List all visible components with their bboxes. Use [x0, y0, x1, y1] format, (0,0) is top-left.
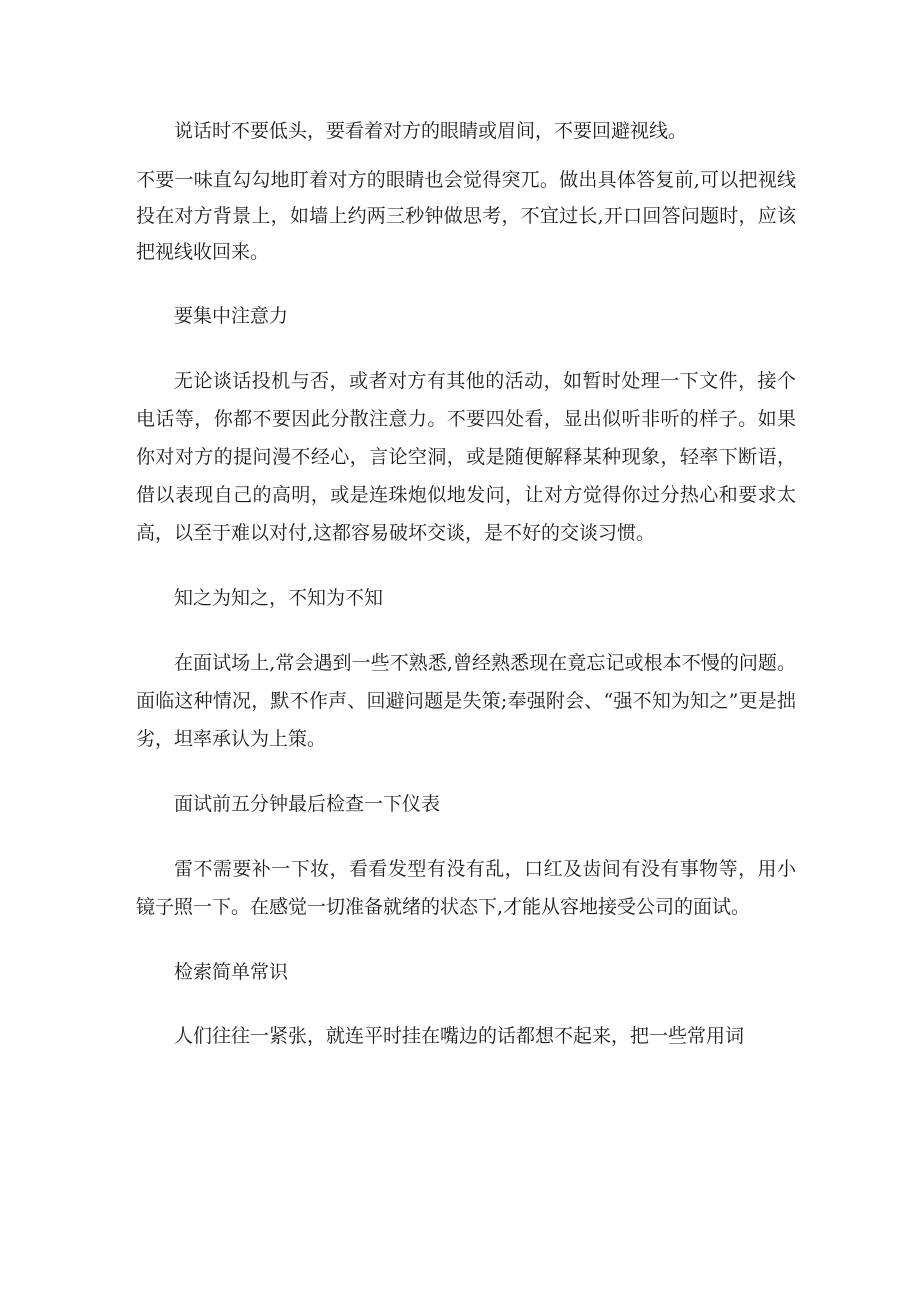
section-heading-appearance-check: 面试前五分钟最后检查一下仪表 [174, 793, 441, 815]
document-body [136, 113, 796, 1054]
paragraph-eye-contact-intro: 说话时不要低头，要看着对方的眼睛或眉间，不要回避视线。 [174, 120, 688, 142]
section-heading-honesty: 知之为知之，不知为不知 [174, 587, 384, 609]
paragraph-appearance-check: 雷不需要补一下妆，看看发型有没有乱，口红及齿间有没有事物等，用小镜子照一下。在感觉一切准备就绪的状态下,才能从容地接受公司的面试。 [136, 858, 796, 918]
section-heading-common-knowledge: 检索简单常识 [174, 961, 289, 983]
paragraph-honesty: 在面试场上,常会遇到一些不熟悉,曾经熟悉现在竟忘记或根本不慢的问题。面临这种情况，默不作声、回避问题是失策;奉强附会、“强不知为知之”更是拙劣，坦率承认为上策。 [136, 652, 796, 750]
paragraph-eye-contact: 不要一味直勾勾地盯着对方的眼睛也会觉得突兀。做出具体答复前,可以把视线投在对方背景上，如墙上约两三秒钟做思考，不宜过长,开口回答问题时，应该把视线收回来。 [136, 169, 796, 263]
paragraph-common-knowledge: 人们往往一紧张，就连平时挂在嘴边的话都想不起来，把一些常用词 [174, 1025, 745, 1047]
paragraph-attention: 无论谈话投机与否，或者对方有其他的活动，如暂时处理一下文件，接个电话等，你都不要因此分散注意力。不要四处看，显出似听非听的样子。如果你对对方的提问漫不经心，言论空洞，或是随便解释某种现象，轻率下断语，借以表现自己的高明，或是连珠炮似地发问，让对方觉得你过分热心和要求太高，以至于难以对付,这都容易破坏交谈，是不好的交谈习惯。 [136, 370, 796, 544]
section-heading-attention: 要集中注意力 [174, 305, 289, 327]
